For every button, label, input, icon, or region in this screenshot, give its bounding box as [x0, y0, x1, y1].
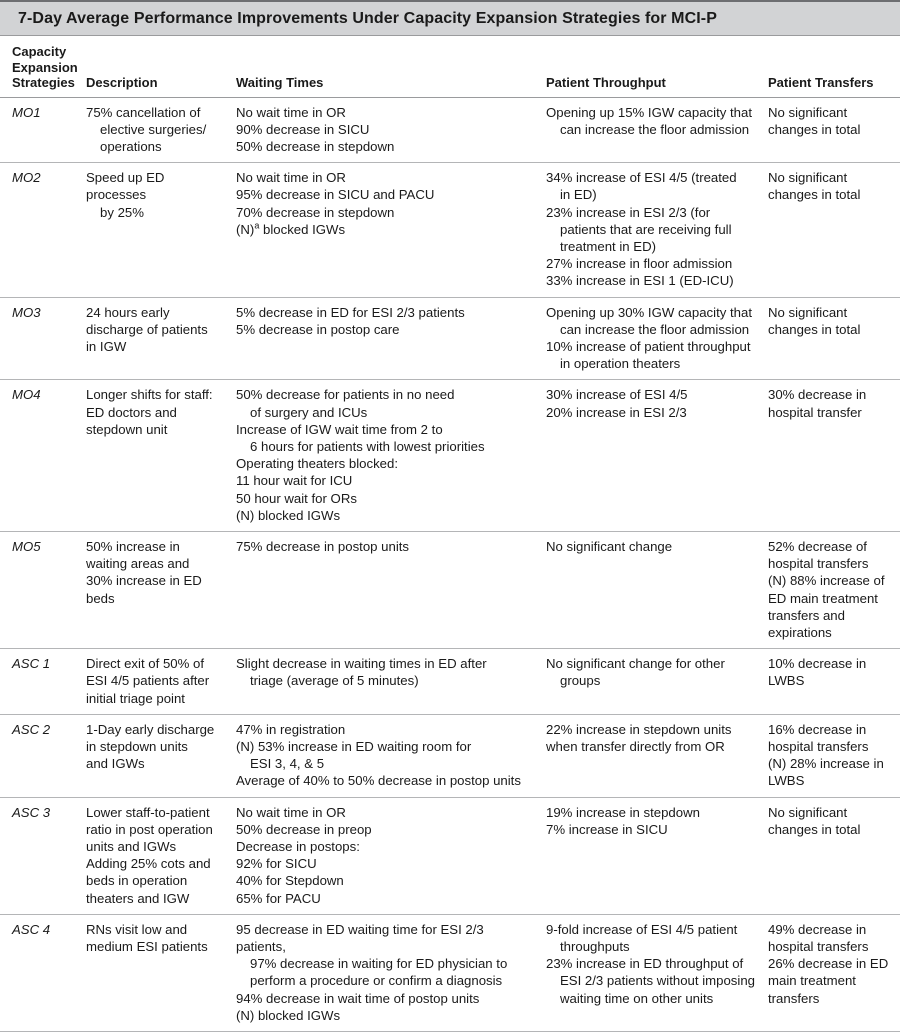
waiting-line: 92% for SICU	[236, 856, 317, 872]
description-cell	[78, 649, 228, 715]
waiting-line	[236, 221, 534, 238]
description-line: 50% increase in	[86, 538, 180, 554]
throughput-line: 33% increase in ESI 1 (ED-ICU)	[546, 273, 734, 289]
transfers-line: 26% decrease in ED	[768, 956, 889, 972]
throughput-cell	[538, 380, 760, 532]
transfers-cell	[760, 531, 900, 648]
table-row	[0, 97, 900, 163]
waiting-line: 95% decrease in SICU and PACU	[236, 187, 435, 203]
table-row	[0, 163, 900, 297]
waiting-line: Slight decrease in waiting times in ED after	[236, 656, 487, 672]
description-cell	[78, 531, 228, 648]
transfers-line: (N) 88% increase of	[768, 573, 885, 589]
description-cell	[78, 797, 228, 914]
description-line: theaters and IGW	[86, 890, 190, 906]
waiting-line: 6 hours for patients with lowest priorities	[250, 438, 485, 454]
strategy-cell: ASC 3	[0, 797, 78, 914]
description-cell	[78, 714, 228, 797]
description-line: by 25%	[100, 204, 144, 220]
transfers-line: changes in total	[768, 821, 861, 837]
waiting-line: 70% decrease in stepdown	[236, 204, 395, 220]
header-description: Description	[78, 36, 228, 97]
description-line: 24 hours early	[86, 304, 170, 320]
description-line: discharge of patients	[86, 321, 208, 337]
description-line: Speed up ED processes	[86, 170, 165, 203]
transfers-line: 30% decrease in	[768, 387, 867, 403]
waiting-cell	[228, 163, 538, 297]
transfers-cell	[760, 163, 900, 297]
throughput-line: Opening up 15% IGW capacity that	[546, 104, 752, 120]
throughput-line: 30% increase of ESI 4/5	[546, 387, 688, 403]
throughput-cell	[538, 163, 760, 297]
table-row	[0, 531, 900, 648]
header-waiting-times: Waiting Times	[228, 36, 538, 97]
description-line: stepdown unit	[86, 421, 168, 437]
waiting-line: 97% decrease in waiting for ED physician to	[250, 956, 508, 972]
transfers-cell	[760, 297, 900, 380]
waiting-line: 50% decrease for patients in no need	[236, 387, 455, 403]
table-title: 7-Day Average Performance Improvements Under Capacity Expansion Strategies for MCI-P	[0, 0, 900, 36]
transfers-line: LWBS	[768, 673, 805, 689]
throughput-line: 19% increase in stepdown	[546, 804, 700, 820]
waiting-line: 47% in registration	[236, 721, 346, 737]
description-line: 30% increase in ED	[86, 573, 202, 589]
transfers-line: LWBS	[768, 773, 805, 789]
description-line: Adding 25% cots and	[86, 856, 211, 872]
waiting-cell	[228, 97, 538, 163]
transfers-cell	[760, 380, 900, 532]
throughput-line: can increase the floor admission	[560, 121, 750, 137]
header-strategy: Capacity Expansion Strategies	[0, 36, 78, 97]
transfers-line: hospital transfers	[768, 739, 869, 754]
transfers-line: 10% decrease in	[768, 656, 867, 672]
throughput-line: when transfer directly from OR	[546, 739, 725, 754]
description-line: units and IGWs	[86, 839, 177, 855]
waiting-line: Operating theaters blocked:	[236, 456, 399, 472]
transfers-line: main treatment	[768, 973, 856, 989]
waiting-line: 65% for PACU	[236, 890, 321, 906]
throughput-line: waiting time on other units	[560, 990, 714, 1006]
header-patient-throughput: Patient Throughput	[538, 36, 760, 97]
strategy-cell: MO2	[0, 163, 78, 297]
waiting-line: 90% decrease in SICU	[236, 121, 370, 137]
transfers-line: No significant	[768, 104, 848, 120]
table-body	[0, 97, 900, 1032]
throughput-line: 23% increase in ED throughput of	[546, 956, 744, 972]
description-line: ratio in post operation	[86, 821, 213, 837]
waiting-cell	[228, 649, 538, 715]
description-line: Longer shifts for staff:	[86, 387, 213, 403]
throughput-cell	[538, 914, 760, 1031]
description-line: 75% cancellation of	[86, 104, 201, 120]
header-patient-transfers: Patient Transfers	[760, 36, 900, 97]
waiting-line: ESI 3, 4, & 5	[250, 756, 325, 772]
transfers-line: transfers	[768, 990, 820, 1006]
description-cell	[78, 297, 228, 380]
footnote-marker: a	[254, 220, 260, 231]
transfers-line: transfers and	[768, 607, 845, 623]
throughput-line: 20% increase in ESI 2/3	[546, 404, 687, 420]
throughput-line: 27% increase in floor admission	[546, 256, 733, 272]
description-line: operations	[100, 138, 162, 154]
waiting-line: (N) blocked IGWs	[236, 1007, 341, 1023]
waiting-line: Decrease in postops:	[236, 839, 360, 855]
throughput-line: in operation theaters	[560, 356, 681, 372]
description-line: ED doctors and	[86, 404, 177, 420]
waiting-line: Increase of IGW wait time from 2 to	[236, 421, 443, 437]
transfers-cell	[760, 97, 900, 163]
strategy-cell: MO3	[0, 297, 78, 380]
waiting-cell	[228, 714, 538, 797]
table-row	[0, 649, 900, 715]
table-row	[0, 380, 900, 532]
throughput-cell	[538, 297, 760, 380]
throughput-line: treatment in ED)	[560, 238, 657, 254]
description-line: initial triage point	[86, 690, 185, 706]
waiting-line: 75% decrease in postop units	[236, 538, 410, 554]
transfers-cell	[760, 914, 900, 1031]
strategy-cell: MO5	[0, 531, 78, 648]
throughput-line: 34% increase of ESI 4/5 (treated	[546, 170, 737, 186]
throughput-line: 22% increase in stepdown units	[546, 721, 732, 737]
waiting-line-text: blocked IGWs	[263, 221, 346, 237]
description-cell	[78, 163, 228, 297]
transfers-line: changes in total	[768, 187, 861, 203]
description-line: ESI 4/5 patients after	[86, 673, 210, 689]
strategy-cell: ASC 1	[0, 649, 78, 715]
throughput-cell	[538, 531, 760, 648]
table-row	[0, 714, 900, 797]
waiting-line: 5% decrease in ED for ESI 2/3 patients	[236, 304, 465, 320]
description-cell	[78, 914, 228, 1031]
throughput-line: No significant change	[546, 538, 673, 554]
throughput-line: groups	[560, 673, 601, 689]
transfers-line: changes in total	[768, 321, 861, 337]
description-line: in stepdown units	[86, 739, 188, 754]
waiting-line: No wait time in OR	[236, 104, 346, 120]
throughput-cell	[538, 797, 760, 914]
throughput-line: throughputs	[560, 939, 630, 955]
description-cell	[78, 97, 228, 163]
description-line: beds in operation	[86, 873, 188, 889]
waiting-line: Average of 40% to 50% decrease in postop units	[236, 773, 521, 789]
waiting-line: 11 hour wait for ICU	[236, 473, 353, 489]
waiting-line: 40% for Stepdown	[236, 873, 344, 889]
transfers-line: 52% decrease of	[768, 538, 867, 554]
waiting-cell	[228, 914, 538, 1031]
throughput-line: in ED)	[560, 187, 597, 203]
transfers-line: No significant	[768, 170, 848, 186]
waiting-line: 50% decrease in stepdown	[236, 138, 395, 154]
throughput-line: 7% increase in SICU	[546, 821, 668, 837]
waiting-line: 94% decrease in wait time of postop units	[236, 990, 480, 1006]
transfers-line: 16% decrease in	[768, 721, 867, 737]
throughput-line: 10% increase of patient throughput	[546, 338, 751, 354]
table-row	[0, 297, 900, 380]
waiting-line: (N) blocked IGWs	[236, 507, 341, 523]
description-cell	[78, 380, 228, 532]
transfers-line: expirations	[768, 624, 832, 640]
strategy-cell: ASC 4	[0, 914, 78, 1031]
transfers-line: No significant	[768, 804, 848, 820]
table-row	[0, 797, 900, 914]
description-line: waiting areas and	[86, 556, 190, 572]
strategy-cell: ASC 2	[0, 714, 78, 797]
description-line: 1-Day early discharge	[86, 721, 215, 737]
description-line: elective surgeries/	[100, 121, 207, 137]
waiting-line: No wait time in OR	[236, 804, 346, 820]
strategies-table	[0, 36, 900, 1032]
waiting-line: 50% decrease in preop	[236, 821, 372, 837]
transfers-cell	[760, 649, 900, 715]
description-line: beds	[86, 590, 115, 606]
waiting-line: No wait time in OR	[236, 170, 346, 186]
transfers-cell	[760, 714, 900, 797]
description-line: RNs visit low and	[86, 921, 188, 937]
transfers-line: changes in total	[768, 121, 861, 137]
strategy-cell: MO1	[0, 97, 78, 163]
throughput-line: 9-fold increase of ESI 4/5 patient	[546, 921, 738, 937]
waiting-line: 95 decrease in ED waiting time for ESI 2/3 patients,	[236, 921, 484, 955]
waiting-line: triage (average of 5 minutes)	[250, 673, 419, 689]
waiting-cell	[228, 297, 538, 380]
waiting-cell	[228, 797, 538, 914]
throughput-cell	[538, 649, 760, 715]
transfers-line: hospital transfers	[768, 556, 869, 572]
waiting-line: 5% decrease in postop care	[236, 321, 400, 337]
description-line: in IGW	[86, 338, 127, 354]
transfers-line: No significant	[768, 304, 848, 320]
transfers-line: 49% decrease in	[768, 921, 867, 937]
waiting-line: of surgery and ICUs	[250, 404, 368, 420]
transfers-line: hospital transfer	[768, 404, 862, 420]
throughput-line: can increase the floor admission	[560, 321, 750, 337]
description-line: and IGWs	[86, 756, 145, 772]
transfers-line: ED main treatment	[768, 590, 878, 606]
throughput-line: patients that are receiving full	[560, 221, 732, 237]
throughput-cell	[538, 97, 760, 163]
throughput-cell	[538, 714, 760, 797]
waiting-line: 50 hour wait for ORs	[236, 490, 357, 506]
table-row	[0, 914, 900, 1031]
transfers-line: (N) 28% increase in	[768, 756, 884, 772]
transfers-cell	[760, 797, 900, 914]
waiting-cell	[228, 380, 538, 532]
waiting-line: perform a procedure or confirm a diagnosis	[250, 973, 503, 989]
description-line: Direct exit of 50% of	[86, 656, 205, 672]
strategy-cell: MO4	[0, 380, 78, 532]
note-prefix: (N)	[236, 221, 255, 237]
throughput-line: ESI 2/3 patients without imposing	[560, 973, 755, 989]
description-line: Lower staff-to-patient	[86, 804, 210, 820]
throughput-line: Opening up 30% IGW capacity that	[546, 304, 752, 320]
description-line: medium ESI patients	[86, 939, 208, 955]
throughput-line: No significant change for other	[546, 656, 725, 672]
waiting-cell	[228, 531, 538, 648]
header-row	[0, 36, 900, 97]
transfers-line: hospital transfers	[768, 939, 869, 955]
waiting-line: (N) 53% increase in ED waiting room for	[236, 739, 472, 754]
throughput-line: 23% increase in ESI 2/3 (for	[546, 204, 711, 220]
